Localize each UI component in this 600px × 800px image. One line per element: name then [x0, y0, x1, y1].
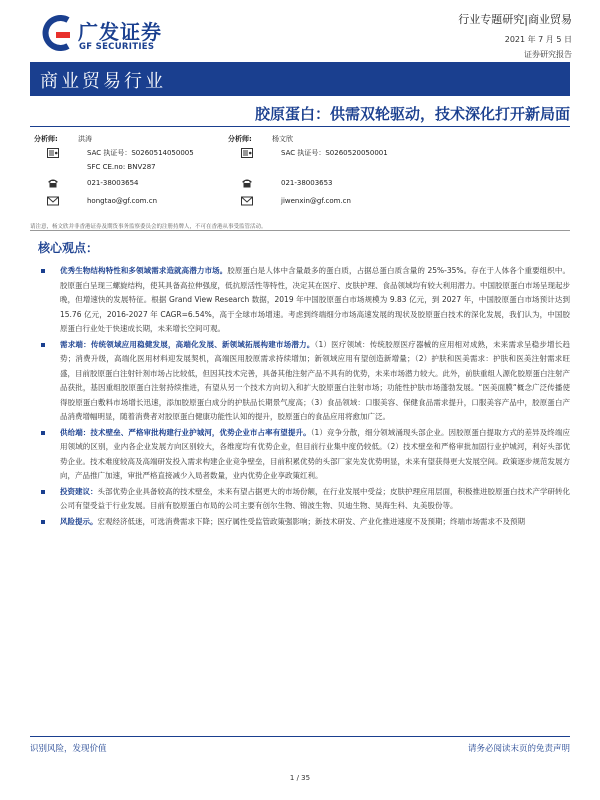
gf-logo-icon [38, 14, 74, 54]
bullet-icon [41, 343, 45, 347]
title-divider [30, 126, 570, 127]
list-item [38, 264, 570, 337]
analyst-name: 洪涛 [78, 135, 93, 143]
footer-slogan: 识别风险，发现价值 [30, 744, 107, 754]
bullet-lead: 供给端：技术壁垒、严格审批构建行业护城河，优势企业市占率有望提升。 [60, 427, 311, 437]
bullet-icon [41, 520, 45, 524]
bullet-icon [41, 269, 45, 273]
analyst-sfc: SFC CE.no: BNV287 [87, 163, 156, 171]
analyst-label: 分析师: [34, 135, 58, 143]
bullet-body: 胶原蛋白是人体中含量最多的蛋白质，占据总蛋白质含量的 25%-35%。存在于人体各个重要组织中。胶原蛋白呈现三螺旋结构，使其具备高拉伸强度，低抗原活性等特性，决定其在医疗、皮肤护理、食品领域均有较大利用潜力。中国胶原蛋白市场呈现起步晚，但增速快的发展特征。根据 Grand View Research 数据，2019 年中国胶原蛋白市场规模为 9.83 亿元，到 2027 年，中国胶原蛋白市场预计达到 15.76 亿元，2016-2027 年 CAGR=6.54%，高于全球市场增速。考虑到终端细分市场高速发展的现状及胶原蛋白技术的深化发展，我们认为，中国胶原蛋白行业处于快速成长期，未来增长空间可观。 [60, 266, 570, 333]
bullet-body: 宏观经济低迷，可选消费需求下降；医疗属性受监管政策强影响；新技术研发、产业化推进速度不及预期；终端市场需求不及预期 [97, 516, 525, 526]
report-category: 行业专题研究|商业贸易 [458, 13, 572, 26]
industry-banner [30, 62, 570, 96]
analyst-card [34, 132, 194, 210]
email-icon [47, 196, 59, 206]
page-number: 1 / 35 [289, 774, 311, 782]
report-date: 2021 年 7 月 5 日 [504, 35, 572, 44]
analyst-label: 分析师: [228, 135, 252, 143]
analyst-card [228, 132, 388, 210]
bullet-lead: 投资建议： [60, 486, 98, 496]
analyst-name: 杨文欣 [272, 135, 294, 143]
certificate-icon [241, 148, 253, 158]
bullet-body: （1）医疗领域：传统胶原医疗器械的应用相对成熟，未来需求呈稳步增长趋势；消费升级，高端化医用材料迎发展契机，高端医用胶原需求持续增加；新领域应用有望创造新增量；（2）护肤和医美需求：护肤和医美注射需求旺盛，目前胶原蛋白注射针剂市场占比较低，但因其技术完善，具备其他注射产品不具有的优势，未来市场潜力较大。此外，前肤重组人源化胶原蛋白注射产品获批，基因重组胶原蛋白注射持续推进，有望从另一个技术方向切入和扩大胶原蛋白注射市场；功能性护肤市场蓬勃发展。“医美面膜“概念广泛传播使得胶原蛋白敷料市场增长迅速，添加胶原蛋白成分的护肤品长期景气度高；（3）食品领域：口服美容、保健食品需求提升，口服美容产品中，胶原蛋白产品消费增幅明显，随着消费者对胶原蛋白健康功能性认知的提升，胶原蛋白的食品应用将愈加广泛。 [60, 339, 570, 421]
analyst-email[interactable]: hongtao@gf.com.cn [87, 197, 157, 205]
footer-disclaimer-note: 请务必阅读末页的免责声明 [467, 744, 570, 754]
industry-title: 商业贸易行业 [40, 71, 166, 92]
bullet-lead: 需求端：传统领域应用稳健发展，高端化发展、新领域拓展构建市场潜力。 [60, 339, 315, 349]
list-item [38, 426, 570, 484]
bullet-icon [41, 490, 45, 494]
logo-text-cn: 广发证券 [78, 20, 162, 44]
analyst-phone: 021-38003654 [87, 179, 139, 187]
key-points-title: 核心观点： [38, 241, 99, 255]
list-item [38, 515, 570, 530]
list-item [38, 485, 570, 514]
report-tag: 证券研究报告 [524, 50, 572, 59]
analyst-sac: SAC 执证号：S0260514050005 [87, 149, 194, 157]
list-item [38, 338, 570, 425]
phone-icon [241, 178, 253, 188]
certificate-icon [47, 148, 59, 158]
bullet-lead: 优秀生物结构特性和多领域需求造就高潜力市场。 [60, 266, 228, 275]
bullet-body: （1）竞争分散，细分领域涌现头部企业。因胶原蛋白提取方式的差异及终端应用领域的区别，业内各企业发展方向区别较大，各维度均有优势企业，但目前行业集中度仍较低。（2）技术壁垒和严格审批加固行业护城河，利好头部优势企业。技术难度较高及高端研发投入需求构建企业竞争壁垒，目前积累优势的头部厂家先发优势明显，未来有望获得更大发展空间。政策逐步规范发展方向，产品推广加速，审批严格直接减少入局者数量，业内优势企业享政策红利。 [60, 427, 570, 480]
analyst-email[interactable]: jiwenxin@gf.com.cn [281, 197, 351, 205]
report-meta [458, 11, 572, 60]
key-points-list [38, 264, 570, 529]
bullet-icon [41, 431, 45, 435]
report-title: 胶原蛋白：供需双轮驱动，技术深化打开新局面 [254, 105, 570, 123]
analyst-phone: 021-38003653 [281, 179, 333, 187]
phone-icon [47, 178, 59, 188]
bullet-lead: 风险提示。 [60, 516, 98, 526]
disclaimer-divider [30, 230, 570, 231]
disclaimer: 请注意，杨文欣并非香港证券及期货事务监察委员会的注册持牌人，不可在香港从事受监管活动。 [30, 224, 267, 230]
footer-divider [30, 736, 570, 737]
logo-text-en: GF SECURITIES [79, 42, 155, 52]
analyst-sac: SAC 执证号：S0260520050001 [281, 149, 388, 157]
gf-securities-logo [38, 14, 198, 56]
bullet-body: 头部优势企业具备较高的技术壁垒，未来有望占据更大的市场份额，在行业发展中受益；皮肤护理应用层面，积极推进胶原蛋白技术产学研转化公司有望受益于行业发展。目前有胶原蛋白布局的公司主要有创尔生物、锦波生物、贝迪生物、昊海生科、丸美股份等。 [60, 486, 570, 510]
email-icon [241, 196, 253, 206]
